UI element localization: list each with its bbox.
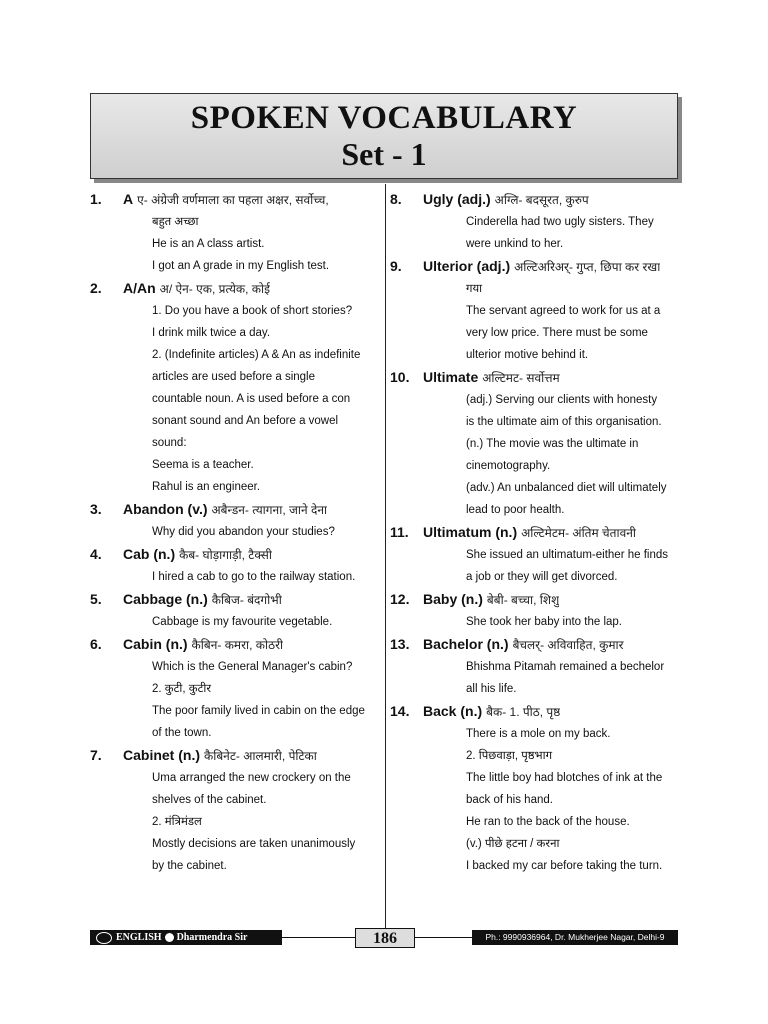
entry-line: a job or they will get divorced. bbox=[466, 571, 618, 583]
vocab-entry bbox=[390, 633, 680, 700]
entry-word: Baby (n.) bbox=[423, 591, 483, 607]
entry-line: She issued an ultimatum-either he finds bbox=[466, 549, 668, 561]
entry-number: 7. bbox=[90, 747, 102, 763]
vocab-entry bbox=[390, 700, 680, 877]
entry-word: Cabbage (n.) bbox=[123, 591, 208, 607]
entry-line: of the town. bbox=[152, 727, 212, 739]
entry-line: (n.) The movie was the ultimate in bbox=[466, 438, 639, 450]
entry-meaning: कैबिन- कमरा, कोठरी bbox=[191, 638, 284, 652]
entry-line: back of his hand. bbox=[466, 794, 553, 806]
entry-line: She took her baby into the lap. bbox=[466, 616, 622, 628]
entry-word: Ulterior (adj.) bbox=[423, 258, 511, 274]
vocab-entry bbox=[90, 543, 385, 588]
vocab-entry bbox=[390, 255, 680, 366]
vocab-entry bbox=[390, 188, 680, 255]
entry-word: Ultimatum (n.) bbox=[423, 524, 518, 540]
entry-number: 12. bbox=[390, 591, 410, 607]
footer-brand bbox=[90, 930, 282, 945]
entry-word: Cabin (n.) bbox=[123, 636, 188, 652]
entry-line: (adv.) An unbalanced diet will ultimately bbox=[466, 482, 667, 494]
entry-head bbox=[90, 277, 385, 300]
entry-meaning: अल्टिमेटम- अंतिम चेतावनी bbox=[521, 526, 637, 540]
entry-line: (v.) पीछे हटना / करना bbox=[466, 838, 560, 850]
entry-meaning: बैचलर्- अविवाहित, कुमार bbox=[512, 638, 624, 652]
entry-number: 3. bbox=[90, 501, 102, 517]
entry-line: 2. मंत्रिमंडल bbox=[152, 816, 202, 828]
right-column bbox=[390, 188, 680, 877]
vocab-entry bbox=[90, 277, 385, 498]
entry-number: 4. bbox=[90, 546, 102, 562]
entry-head bbox=[90, 498, 385, 521]
entry-number: 6. bbox=[90, 636, 102, 652]
entry-line: is the ultimate aim of this organisation. bbox=[466, 416, 662, 428]
entry-line: गया bbox=[466, 283, 483, 295]
entry-head bbox=[390, 588, 680, 611]
entry-head bbox=[90, 633, 385, 656]
vocab-entry bbox=[90, 633, 385, 744]
entry-word: A bbox=[123, 191, 134, 207]
entry-number: 5. bbox=[90, 591, 102, 607]
entry-number: 14. bbox=[390, 703, 410, 719]
page-footer bbox=[90, 930, 678, 947]
entry-number: 9. bbox=[390, 258, 402, 274]
entry-word: Ugly (adj.) bbox=[423, 191, 491, 207]
dot-icon bbox=[165, 933, 174, 942]
entry-line: very low price. There must be some bbox=[466, 327, 648, 339]
page-subtitle: Set - 1 bbox=[341, 136, 427, 172]
entry-head bbox=[390, 700, 680, 723]
entry-line: The little boy had blotches of ink at the bbox=[466, 772, 663, 784]
entry-word: A/An bbox=[123, 280, 156, 296]
entry-line: sound: bbox=[152, 437, 187, 449]
entry-meaning: अल्टिमट- सर्वोत्तम bbox=[482, 371, 560, 385]
column-divider bbox=[385, 184, 386, 930]
vocab-entry bbox=[90, 588, 385, 633]
entry-meaning: अबैन्डन- त्यागना, जाने देना bbox=[211, 503, 328, 517]
entry-line: by the cabinet. bbox=[152, 860, 227, 872]
entry-head bbox=[390, 188, 680, 211]
entry-number: 13. bbox=[390, 636, 410, 652]
vocab-entry bbox=[390, 521, 680, 588]
vocab-entry bbox=[390, 366, 680, 521]
logo-icon bbox=[96, 932, 112, 944]
entry-line: There is a mole on my back. bbox=[466, 728, 611, 740]
entry-line: cinemotography. bbox=[466, 460, 551, 472]
entry-meaning: बेबी- बच्चा, शिशु bbox=[486, 593, 560, 607]
entry-meaning: कैबिज- बंदगोभी bbox=[211, 593, 282, 607]
entry-head bbox=[90, 588, 385, 611]
entry-line: 2. कुटी, कुटीर bbox=[152, 683, 212, 695]
entry-word: Cabinet (n.) bbox=[123, 747, 200, 763]
entry-line: Rahul is an engineer. bbox=[152, 481, 261, 493]
title-banner bbox=[90, 93, 678, 179]
entry-line: Why did you abandon your studies? bbox=[152, 526, 335, 538]
entry-line: I drink milk twice a day. bbox=[152, 327, 271, 339]
entry-line: shelves of the cabinet. bbox=[152, 794, 267, 806]
page-number: 186 bbox=[355, 928, 415, 948]
entry-line: 2. (Indefinite articles) A & An as indefinite bbox=[152, 349, 361, 361]
vocab-entry bbox=[390, 588, 680, 633]
entry-meaning: कैब- घोड़ागाड़ी, टैक्सी bbox=[179, 548, 273, 562]
entry-meaning: अग्लि- बदसूरत, कुरुप bbox=[494, 193, 589, 207]
entry-line: Mostly decisions are taken unanimously bbox=[152, 838, 356, 850]
entry-line: (adj.) Serving our clients with honesty bbox=[466, 394, 658, 406]
entry-line: I got an A grade in my English test. bbox=[152, 260, 330, 272]
entry-line: Cinderella had two ugly sisters. They bbox=[466, 216, 654, 228]
entry-line: The poor family lived in cabin on the edge bbox=[152, 705, 365, 717]
entry-number: 10. bbox=[390, 369, 410, 385]
entry-line: articles are used before a single bbox=[152, 371, 316, 383]
entry-number: 1. bbox=[90, 191, 102, 207]
entry-meaning: अल्टिअरिअर्- गुप्त, छिपा कर रखा bbox=[514, 260, 661, 274]
entry-word: Cab (n.) bbox=[123, 546, 176, 562]
vocab-entry bbox=[90, 498, 385, 543]
footer-subject: ENGLISH bbox=[116, 932, 162, 943]
entry-line: were unkind to her. bbox=[466, 238, 564, 250]
entry-line: I backed my car before taking the turn. bbox=[466, 860, 663, 872]
entry-line: ulterior motive behind it. bbox=[466, 349, 589, 361]
page-title: SPOKEN VOCABULARY bbox=[190, 100, 578, 136]
entry-line: countable noun. A is used before a con bbox=[152, 393, 351, 405]
entry-meaning: कैबिनेट- आलमारी, पेटिका bbox=[204, 749, 317, 763]
entry-line: 1. Do you have a book of short stories? bbox=[152, 305, 353, 317]
entry-line: lead to poor health. bbox=[466, 504, 565, 516]
footer-contact: Ph.: 9990936964, Dr. Mukherjee Nagar, Delhi-9 bbox=[472, 930, 678, 945]
entry-head bbox=[90, 543, 385, 566]
footer-author: Dharmendra Sir bbox=[176, 932, 248, 943]
entry-line: Bhishma Pitamah remained a bechelor bbox=[466, 661, 665, 673]
entry-meaning: ए- अंग्रेजी वर्णमाला का पहला अक्षर, सर्वोच्च, bbox=[137, 193, 329, 207]
entry-head bbox=[390, 633, 680, 656]
entry-head bbox=[390, 255, 680, 278]
entry-head bbox=[390, 366, 680, 389]
entry-meaning: अ/ ऐन- एक, प्रत्येक, कोई bbox=[159, 282, 271, 296]
entry-line: Which is the General Manager's cabin? bbox=[152, 661, 353, 673]
entry-word: Back (n.) bbox=[423, 703, 483, 719]
entry-line: He ran to the back of the house. bbox=[466, 816, 630, 828]
entry-line: बहुत अच्छा bbox=[152, 216, 199, 228]
entry-word: Bachelor (n.) bbox=[423, 636, 509, 652]
entry-head bbox=[390, 521, 680, 544]
entry-number: 2. bbox=[90, 280, 102, 296]
vocab-entry bbox=[90, 744, 385, 877]
entry-word: Ultimate bbox=[423, 369, 479, 385]
entry-line: 2. पिछवाड़ा, पृष्ठभाग bbox=[466, 750, 553, 762]
entry-meaning: बैक- 1. पीठ, पृष्ठ bbox=[486, 705, 561, 719]
entry-line: Uma arranged the new crockery on the bbox=[152, 772, 351, 784]
entry-line: Cabbage is my favourite vegetable. bbox=[152, 616, 333, 628]
entry-line: sonant sound and An before a vowel bbox=[152, 415, 339, 427]
entry-line: He is an A class artist. bbox=[152, 238, 265, 250]
entry-word: Abandon (v.) bbox=[123, 501, 208, 517]
entry-head bbox=[90, 744, 385, 767]
entry-line: I hired a cab to go to the railway station. bbox=[152, 571, 356, 583]
entry-line: The servant agreed to work for us at a bbox=[466, 305, 661, 317]
vocab-entry bbox=[90, 188, 385, 277]
entry-number: 11. bbox=[390, 524, 409, 540]
entry-head bbox=[90, 188, 385, 211]
left-column bbox=[90, 188, 385, 877]
entry-line: Seema is a teacher. bbox=[152, 459, 254, 471]
entry-line: all his life. bbox=[466, 683, 517, 695]
entry-number: 8. bbox=[390, 191, 402, 207]
